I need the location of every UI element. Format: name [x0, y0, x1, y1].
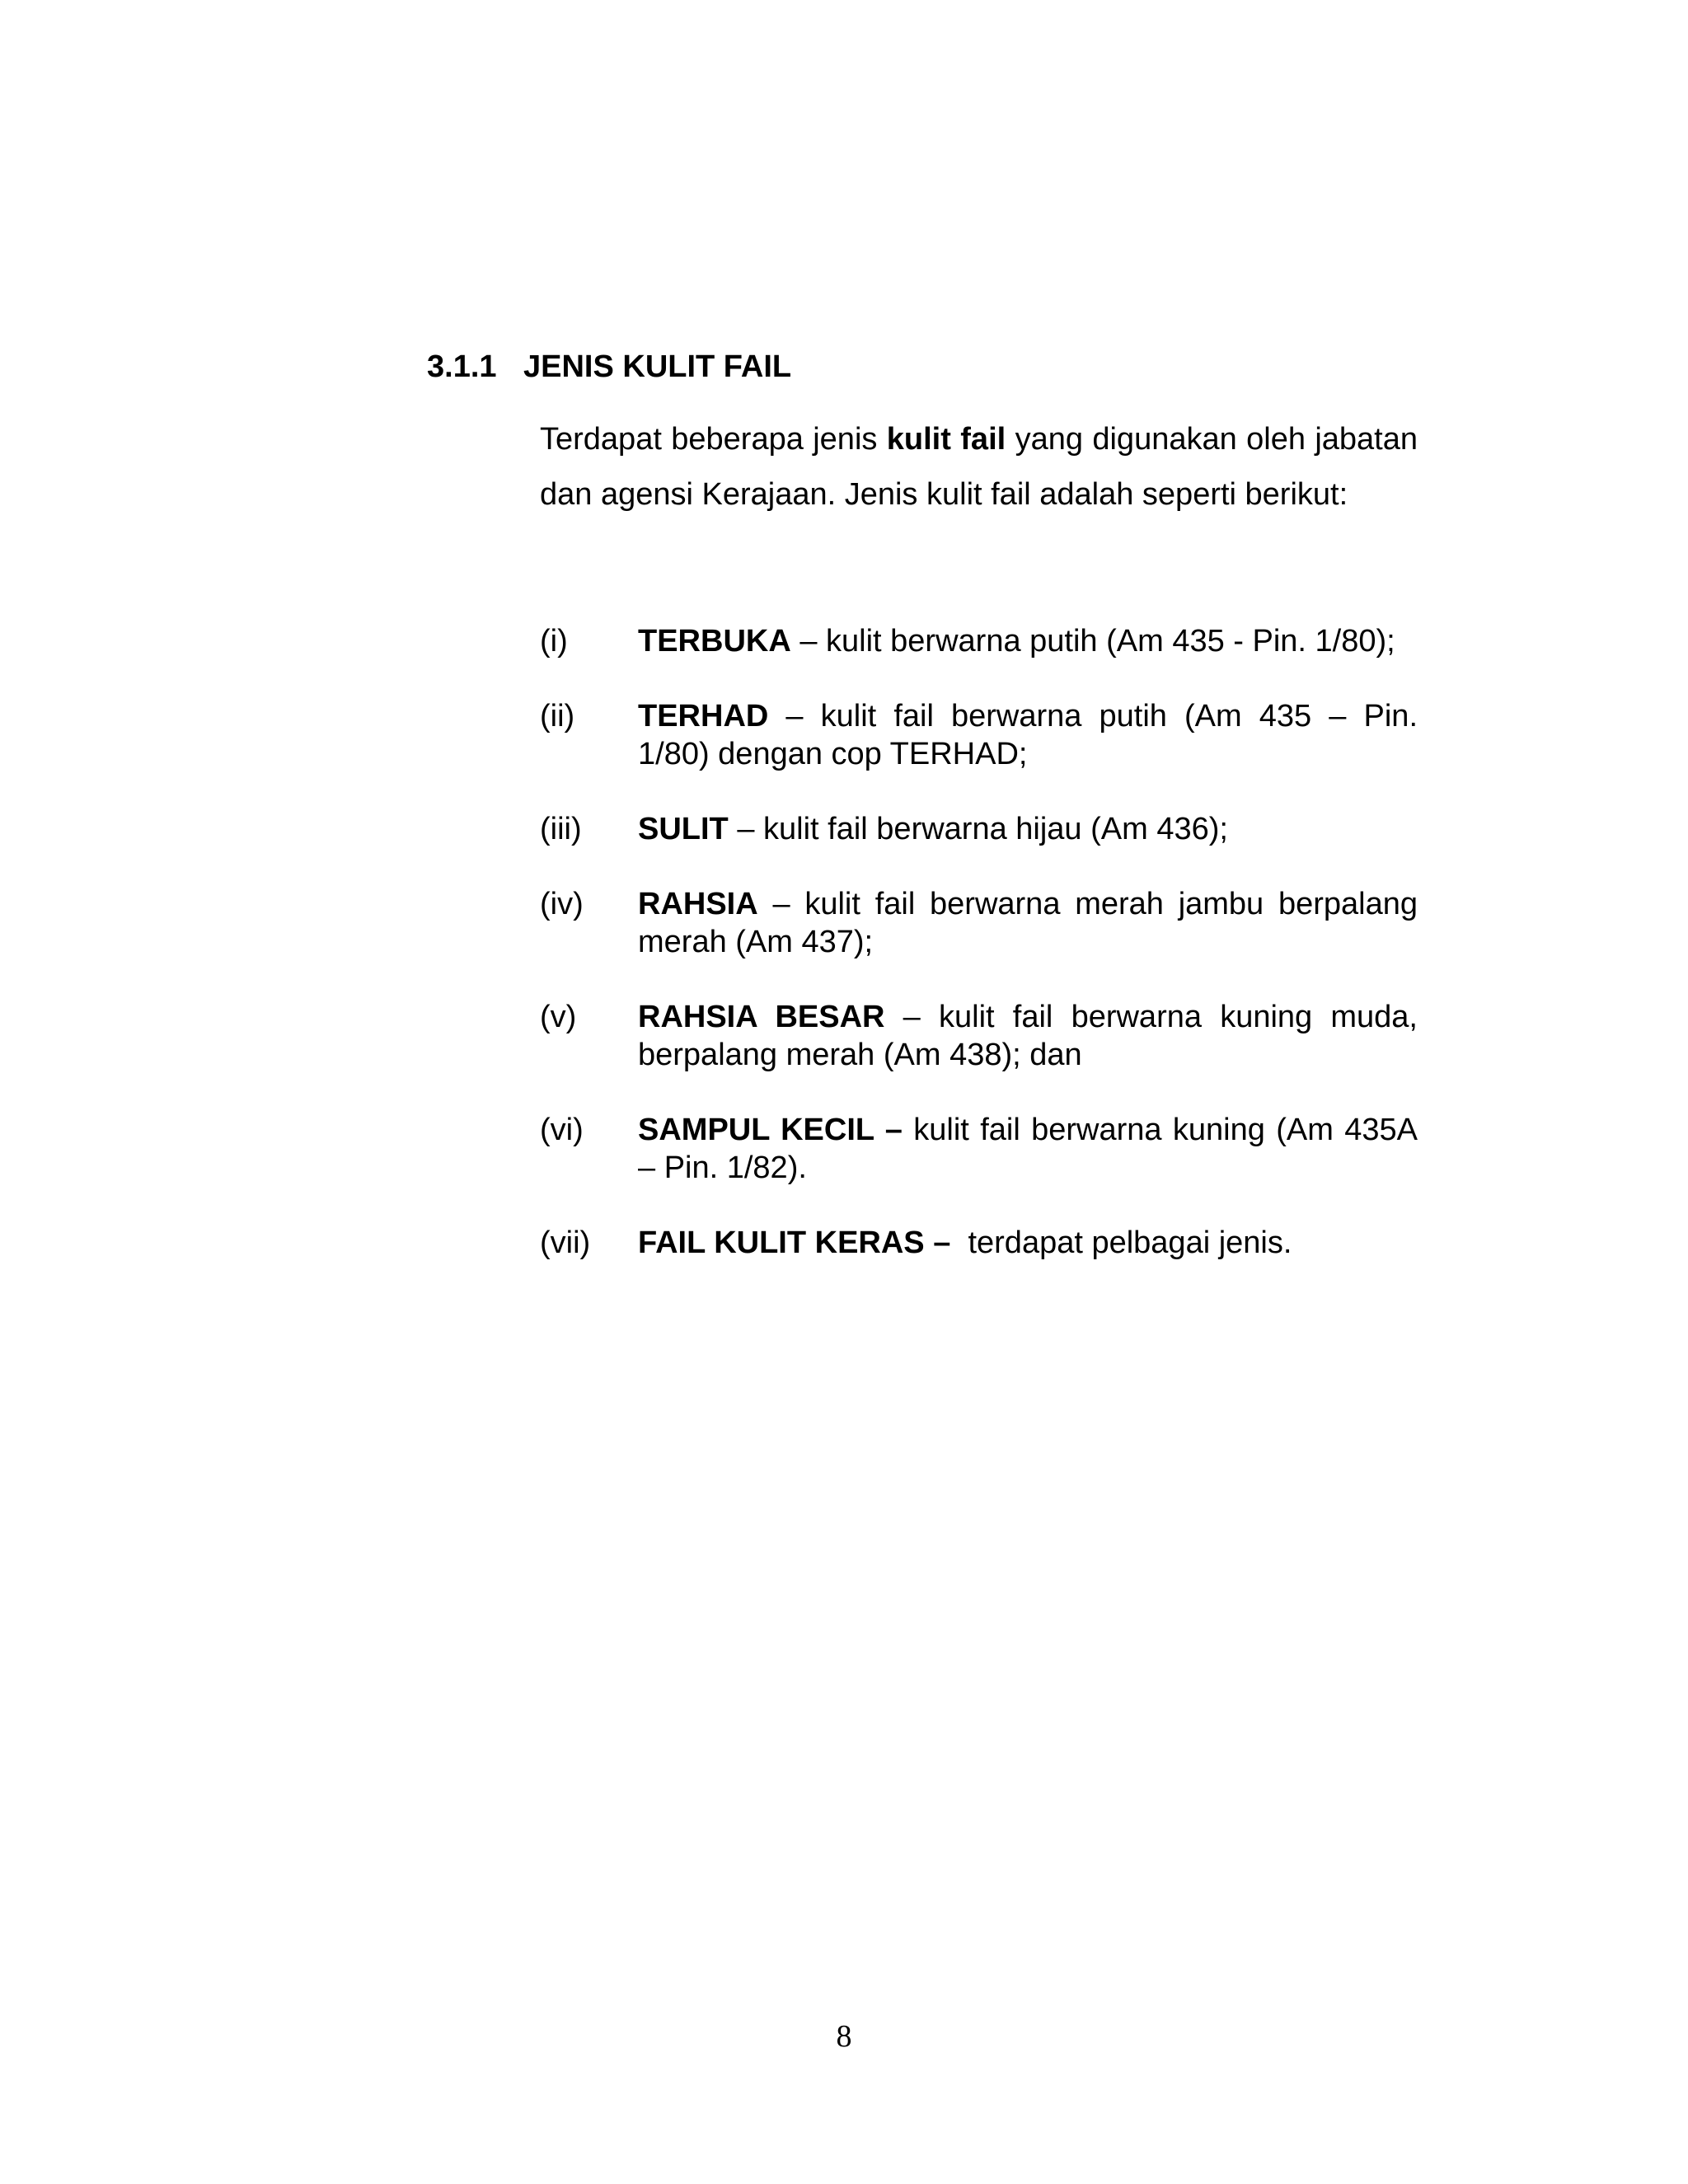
list-item-marker: (vii)	[540, 1226, 591, 1260]
list-item-description: terdapat pelbagai jenis.	[950, 1226, 1292, 1260]
list-item-body	[638, 1111, 1418, 1187]
list-item	[540, 885, 1418, 961]
list-item-marker: (iii)	[540, 812, 582, 846]
list-item-description: – kulit berwarna putih (Am 435 - Pin. 1/80);	[790, 624, 1395, 658]
section-title: JENIS KULIT FAIL	[523, 349, 792, 384]
intro-paragraph	[540, 412, 1418, 523]
list-item-description: kulit fail berwarna kuning (Am 435A – Pin. 1/82).	[638, 1113, 1418, 1185]
list-item-term: TERHAD	[638, 699, 769, 733]
section-number: 3.1.1	[427, 349, 497, 384]
list-item-term: FAIL KULIT KERAS –	[638, 1226, 951, 1260]
list-item	[540, 810, 1418, 848]
list-item	[540, 1111, 1418, 1187]
list-item-term: RAHSIA BESAR	[638, 1000, 885, 1034]
list-item	[540, 622, 1418, 660]
intro-text-after: yang digunakan oleh jabatan dan agensi Kerajaan. Jenis kulit fail adalah seperti berikut:	[540, 422, 1418, 512]
page-number: 8	[836, 2019, 852, 2054]
list-item-body	[638, 697, 1418, 773]
list-item-term: SULIT	[638, 812, 729, 846]
list-item-description: – kulit fail berwarna merah jambu berpalang merah (Am 437);	[638, 887, 1418, 959]
list-item	[540, 1224, 1418, 1262]
list-item-marker: (v)	[540, 1000, 577, 1034]
list-item-body	[638, 1224, 1418, 1262]
file-cover-type-list	[540, 622, 1418, 1299]
list-item-term: TERBUKA	[638, 624, 791, 658]
list-item-body	[638, 998, 1418, 1074]
list-item-marker: (i)	[540, 624, 568, 658]
list-item-description: – kulit fail berwarna kuning muda, berpalang merah (Am 438); dan	[638, 1000, 1418, 1072]
intro-bold-term: kulit fail	[886, 422, 1006, 457]
list-item-term: RAHSIA	[638, 887, 758, 921]
list-item-body	[638, 622, 1418, 660]
list-item-marker: (iv)	[540, 887, 584, 921]
list-item-term: SAMPUL KECIL –	[638, 1113, 903, 1147]
list-item-marker: (vi)	[540, 1113, 584, 1147]
list-item	[540, 998, 1418, 1074]
list-item-marker: (ii)	[540, 699, 575, 733]
list-item-body	[638, 885, 1418, 961]
list-item-description: – kulit fail berwarna hijau (Am 436);	[728, 812, 1228, 846]
list-item	[540, 697, 1418, 773]
section-heading	[427, 346, 791, 387]
intro-text-before: Terdapat beberapa jenis	[540, 422, 887, 457]
list-item-body	[638, 810, 1418, 848]
list-item-description: – kulit fail berwarna putih (Am 435 – Pin. 1/80) dengan cop TERHAD;	[638, 699, 1418, 771]
